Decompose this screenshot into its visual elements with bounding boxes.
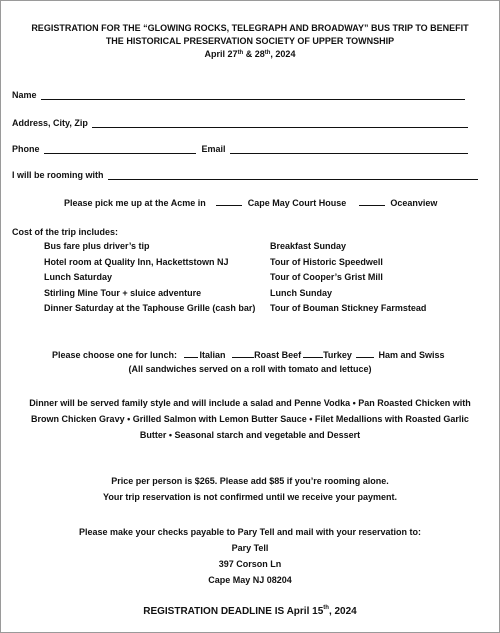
name-field[interactable]	[41, 90, 465, 100]
lunch-note: (All sandwiches served on a roll with tomato and lettuce)	[128, 364, 372, 374]
header-line-1: REGISTRATION FOR THE “GLOWING ROCKS, TELEGRAPH AND BROADWAY” BUS TRIP TO BENEFIT	[31, 23, 469, 33]
price-line-2: Your trip reservation is not confirmed until we receive your payment.	[103, 492, 397, 502]
date-sup-1: th	[237, 50, 244, 56]
pickup-option1-label: Cape May Court House	[247, 198, 347, 208]
list-item: Hotel room at Quality Inn, Hackettstown NJ	[44, 256, 229, 267]
mail-name: Pary Tell	[231, 543, 269, 553]
address-label: Address, City, Zip	[12, 118, 88, 128]
deadline-sup: th	[323, 605, 329, 611]
rooming-row	[12, 170, 478, 180]
lunch-ham-swiss-blank[interactable]	[356, 348, 374, 358]
phone-field[interactable]	[44, 144, 196, 154]
lunch-line	[52, 348, 445, 360]
header-line-2: THE HISTORICAL PRESERVATION SOCIETY OF UPPER TOWNSHIP	[105, 36, 395, 46]
list-item: Dinner Saturday at the Taphouse Grille (cash bar)	[44, 303, 256, 313]
dinner-line-1: Dinner will be served family style and will include a salad and Penne Vodka • Pan Roasted Chicken with	[29, 398, 471, 408]
registration-deadline	[0, 606, 500, 617]
dinner-line-2: Brown Chicken Gravy • Grilled Salmon with Lemon Butter Sauce • Filet Medallions with Roasted Garlic	[31, 414, 469, 424]
header-date	[0, 48, 500, 60]
list-item: Lunch Saturday	[44, 272, 113, 282]
cost-heading: Cost of the trip includes:	[12, 227, 119, 237]
name-label: Name	[12, 90, 37, 100]
email-field[interactable]	[230, 144, 468, 154]
price-line-1: Price per person is $265. Please add $85 if you’re rooming alone.	[111, 476, 389, 486]
lunch-option-turkey: Turkey	[323, 350, 352, 360]
date-suffix: , 2024	[270, 49, 296, 59]
lunch-prefix: Please choose one for lunch:	[52, 350, 178, 360]
lunch-roast-beef-blank[interactable]	[232, 348, 254, 358]
date-mid: & 28	[243, 49, 265, 59]
name-row	[12, 90, 465, 100]
address-row	[12, 118, 468, 128]
address-field[interactable]	[92, 118, 468, 128]
lunch-turkey-blank[interactable]	[303, 348, 323, 358]
list-item: Tour of Bouman Stickney Farmstead	[270, 303, 427, 313]
pickup-option2-label: Oceanview	[390, 198, 438, 208]
pickup-prefix: Please pick me up at the Acme in	[64, 198, 206, 208]
dinner-line-3: Butter • Seasonal starch and vegetable and Dessert	[139, 430, 361, 440]
lunch-option-ham-swiss: Ham and Swiss	[378, 350, 445, 360]
list-item: Lunch Sunday	[270, 287, 333, 298]
list-item: Bus fare plus driver’s tip	[44, 241, 150, 251]
cost-left-list	[44, 239, 255, 317]
list-item: Stirling Mine Tour + sluice adventure	[44, 287, 202, 298]
list-item: Breakfast Sunday	[270, 241, 347, 251]
phone-label: Phone	[12, 144, 40, 154]
cost-right-list	[270, 239, 426, 317]
list-item: Tour of Cooper’s Grist Mill	[270, 272, 383, 282]
mail-street: 397 Corson Ln	[218, 559, 282, 569]
date-prefix: April 27	[204, 49, 238, 59]
rooming-label: I will be rooming with	[12, 170, 104, 180]
list-item: Tour of Historic Speedwell	[270, 256, 383, 267]
pickup-line	[64, 196, 437, 208]
lunch-italian-blank[interactable]	[184, 348, 198, 358]
mail-instruction: Please make your checks payable to Pary Tell and mail with your reservation to:	[79, 527, 421, 537]
phone-row	[12, 144, 468, 154]
pickup-option2-blank[interactable]	[359, 196, 385, 206]
date-sup-2: th	[264, 50, 271, 56]
email-label: Email	[201, 144, 226, 154]
mail-city: Cape May NJ 08204	[208, 575, 292, 585]
deadline-prefix: REGISTRATION DEADLINE IS April 15	[143, 606, 324, 617]
pickup-option1-blank[interactable]	[216, 196, 242, 206]
rooming-field[interactable]	[108, 170, 478, 180]
deadline-suffix: , 2024	[328, 606, 357, 617]
lunch-option-roast-beef: Roast Beef	[254, 350, 302, 360]
lunch-option-italian: Italian	[199, 350, 226, 360]
